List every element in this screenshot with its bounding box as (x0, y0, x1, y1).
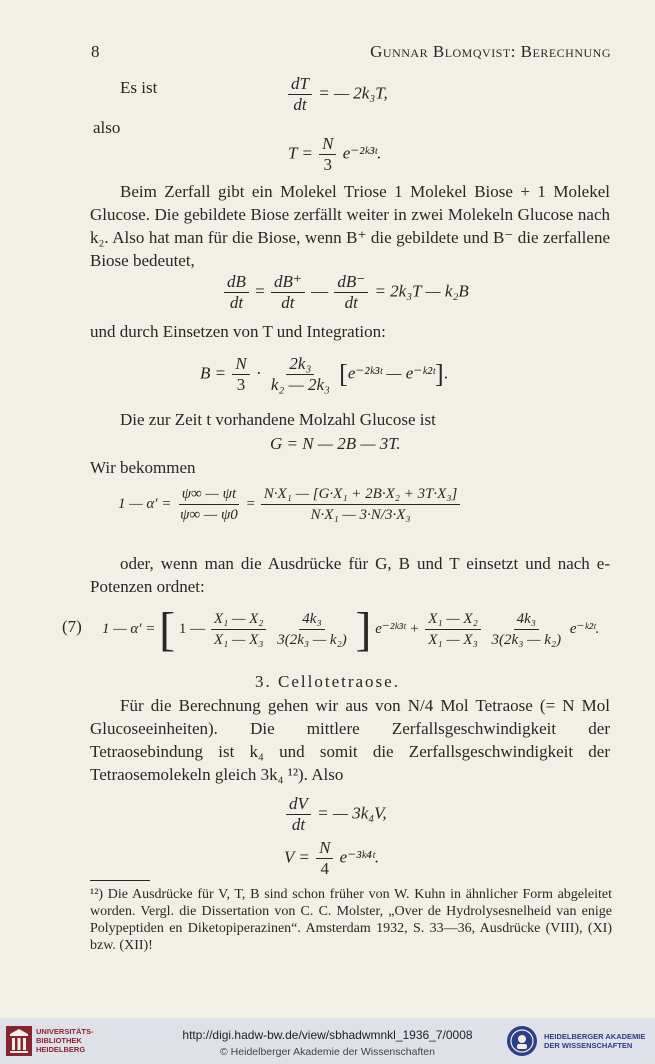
equation-4: B = $\frac{N}{3}$ · $\frac{\text{2k₃}}{\text{k₂ — 2k₃}}$ [e⁻²ᵏ³ᵗ — e⁻ᵏ²ᵗ]. (200, 354, 448, 394)
copyright-notice: © Heidelberger Akademie der Wissenschaften (220, 1046, 435, 1058)
university-library-label: UNIVERSITÄTS- BIBLIOTHEK HEIDELBERG (36, 1027, 94, 1054)
footnote-rule (90, 880, 150, 881)
document-url-link[interactable]: http://digi.hadw-bw.de/view/sbhadwmnkl_1936_7/0008 (182, 1028, 473, 1042)
footnote-12: ¹²) Die Ausdrücke für V, T, B sind schon früher von W. Kuhn in ähnlicher Form abgeleitet worden. Vergl. die Dissertation von C. C. Molster, „Over de Hydrolysesnelheid van enige Polypeptiden en Diketopiperazinen“. Amsterdam 1932, S. 33—36, Ausdrücke (VIII), (XI) bzw. (XII)! (90, 887, 612, 953)
equation-6: 1 — α′ = $\frac{\psi\infty — \psi t}{\psi\infty — \psi 0}$ = $\frac{\text{N·X₁ — [G·X₁ + 2B·X₂ + 3T·X₃]}}{\text{N·X₁ — 3·N/3·X₃}}$ (118, 484, 462, 525)
equation-number-7: (7) (62, 617, 82, 636)
paragraph-glucose: Die zur Zeit t vorhandene Molzahl Glucose ist (120, 410, 436, 429)
running-title: Gunnar Blomqvist: Berechnung (370, 42, 611, 61)
section-title: 3. Cellotetraose. (255, 672, 400, 691)
also-label: also (93, 118, 121, 137)
equation-1: $\frac{dT}{dt}$ = — 2k₃T, (286, 74, 388, 115)
paragraph-biose: Beim Zerfall gibt ein Molekel Triose 1 Molekel Biose + 1 Molekel Glucose. Die gebildete Biose zerfällt weiter in zwei Molekeln Glucose nach k₂. Also hat man für die Biose, wenn B⁺ die gebildete und B⁻ die zerfallene Biose bedeutet, (90, 182, 610, 270)
paragraph-substitution: oder, wenn man die Ausdrücke für G, B und T einsetzt und nach e-Potenzen ordnet: (90, 554, 610, 596)
equation-2: T = $\frac{N}{3}$ e⁻²ᵏ³ᵗ. (288, 134, 382, 174)
equation-9: V = $\frac{N}{4}$ e⁻³ᵏ⁴ᵗ. (284, 838, 380, 878)
page-number: 8 (91, 42, 100, 61)
academy-label: HEIDELBERGER AKADEMIE DER WISSENSCHAFTEN (544, 1032, 646, 1050)
footer-bar (0, 1018, 655, 1064)
paragraph-integration: und durch Einsetzen von T und Integration: (90, 322, 386, 341)
equation-5: G = N — 2B — 3T. (270, 434, 401, 453)
equation-7: 1 — α′ = [ 1 — $\frac{\text{X₁ — X₂}}{\text{X₁ — X₃}}$ $\frac{\text{4k₃}}{\text{3(2k₃ — k₂)}}$ ] e⁻²ᵏ³ᵗ + $\frac{\text{X₁ — X₂}}{\text{X₁ — X₃}}$ $\frac{\text{4k₃}}{\text{3(2k₃ — k₂)}}$ e⁻ᵏ²ᵗ. (102, 603, 600, 656)
wir-bekommen-label: Wir bekommen (90, 458, 196, 477)
paragraph-tetraose: Für die Berechnung gehen wir aus von N/4 Mol Tetraose (= N Mol Glucoseeinheiten). Die mittlere Zerfallsgeschwindigkeit der Tetraosebindung ist k₄ und somit die Zerfallsgeschwindigkeit der Tetraosemolekeln gleich 3k₄ ¹²). Also (90, 696, 610, 784)
equation-3: $\frac{dB}{dt}$ = $\frac{dB^+}{dt}$ — $\frac{dB^-}{dt}$ = 2k₃T — k₂B (222, 272, 469, 313)
academy-seal-icon[interactable] (506, 1025, 538, 1057)
equation-8: $\frac{dV}{dt}$ = — 3k₄V, (284, 794, 387, 835)
es-ist-label: Es ist (120, 78, 158, 97)
